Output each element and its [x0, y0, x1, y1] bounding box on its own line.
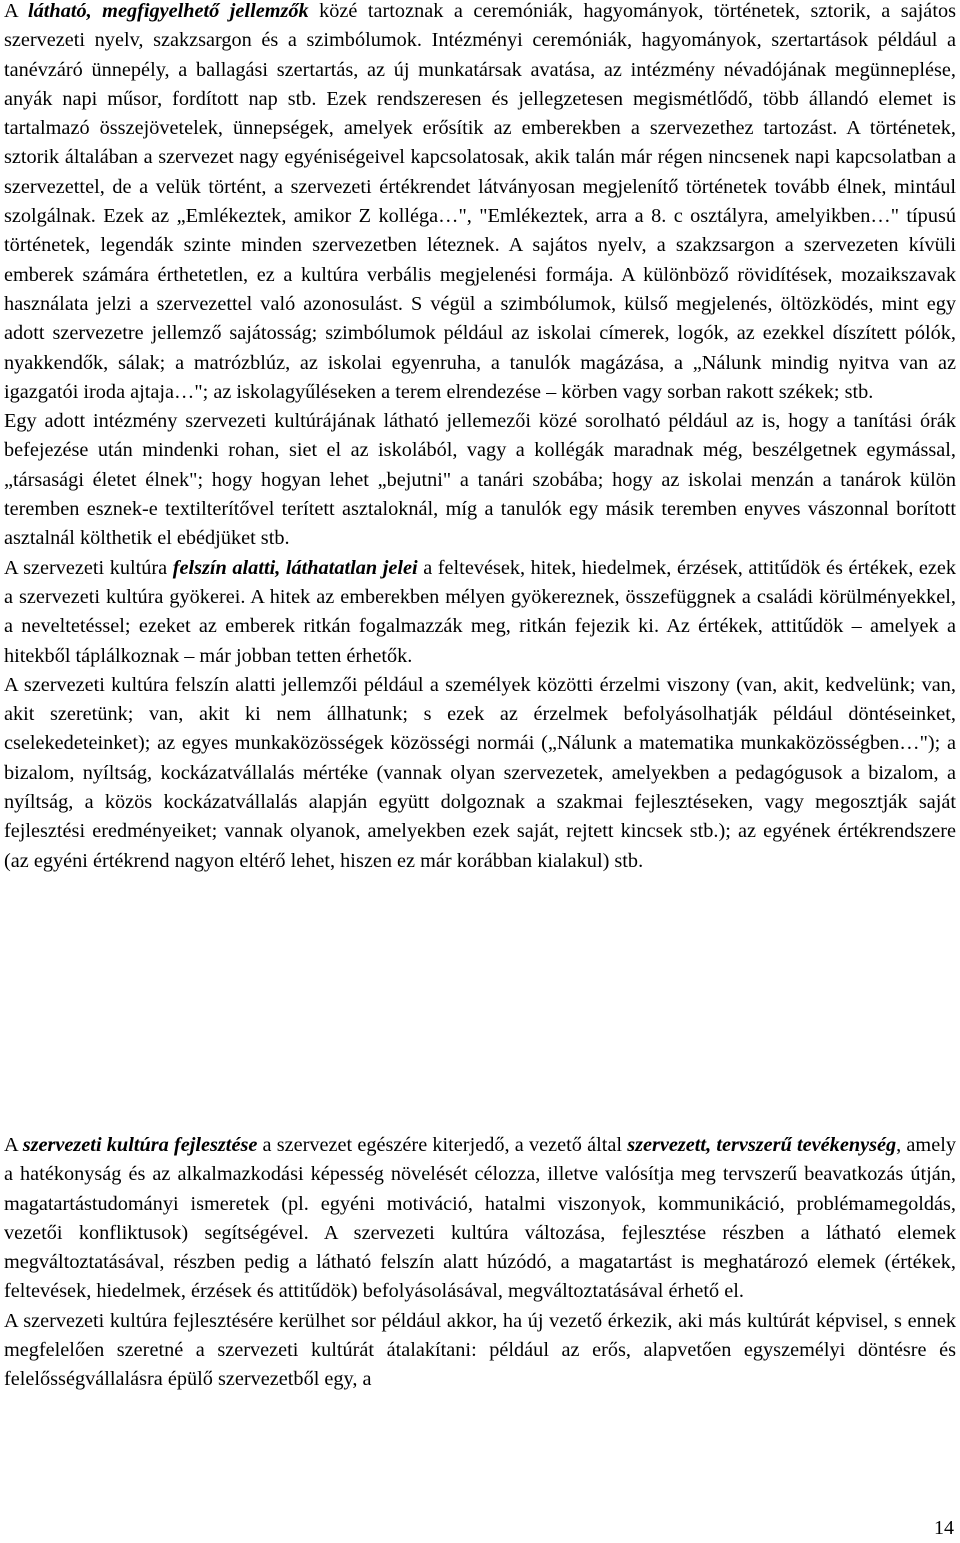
emphasized-term-planned-activity: szervezett, tervszerű tevékenység: [627, 1134, 897, 1156]
paragraph-lead: A szervezeti kultúra: [4, 556, 173, 579]
page-number: 14: [934, 1517, 954, 1539]
emphasized-term-visible-characteristics: látható, megfigyelhető jellemzők: [28, 0, 309, 22]
paragraph-body: , amely a hatékonyság és az alkalmazkodási képesség növelését célozza, illetve valósítja meg tervszerű beavatkozás útján, magatartástudományi ismeretek (pl. egyéni motiváció, hatalmi viszonyok, kommunikáció, problémamegoldás, vezetői konfliktusok) segítségével. A szervezeti kultúra változása, fejlesztése részben a látható elemek megváltoztatásával, részben pedig a látható felszín alatt húzódó, a magatartást is meghatározó elemek (értékek, feltevések, hiedelmek, érzések és attitűdök) befolyásolásával, megváltoztatásával érhető el.: [4, 1134, 956, 1303]
paragraph-development-example: A szervezeti kultúra fejlesztésére kerülhet sor például akkor, ha új vezető érkezik, aki más kultúrát képvisel, s ennek megfelelően szeretné a szervezeti kultúrát átalakítani: például az erős, alapvetően egyszemélyi döntésre és felelősségvállalásra épülő szervezetből egy, a: [4, 1309, 956, 1391]
paragraph-lead: A: [4, 1134, 23, 1156]
text-section-visible-and-hidden-culture: [4, 0, 956, 876]
paragraph-visible-characteristics: [4, 0, 956, 407]
emphasized-term-culture-development: szervezeti kultúra fejlesztése: [22, 1134, 258, 1156]
paragraph-middle: a szervezet egészére kiterjedő, a vezető által: [257, 1134, 628, 1156]
emphasized-term-hidden-signs: felszín alatti, láthatatlan jelei: [172, 556, 418, 579]
paragraph-body: a feltevések, hitek, hiedelmek, érzések, attitűdök és értékek, ezek a szervezeti kultúra gyökerei. A hitek az emberekben mélyen gyökereznek, összefüggnek a családi körülményekkel, a neveltetéssel; ezeket az emberek ritkán fogalmazzák meg, ritkán fejezik ki. Az értékek, attitűdök – amelyek a hitekből táplálkoznak – már jobban tetten érhetők.: [4, 556, 956, 667]
paragraph-visible-examples: Egy adott intézmény szervezeti kultúrájának látható jellemezői közé sorolható például az is, hogy a tanítási órák befejezése után mindenki rohan, siet el az iskolából, vagy a kollégák maradnak még, beszélgetnek egymással, „társasági életet élnek"; hogy hogyan lehet „bejutni" a tanári szobába; hogy az iskolai menzán a tanárok külön teremben esznek-e textilterítővel terített asztaloknál, míg a tanulók egy másik teremben enyves vászonnal borított asztalnál költhetik el ebédjüket stb.: [4, 410, 956, 550]
paragraph-lead: A: [4, 0, 29, 22]
paragraph-hidden-signs: [4, 554, 956, 671]
text-section-culture-development: [4, 1131, 956, 1395]
paragraph-hidden-examples: A szervezeti kultúra felszín alatti jellemzői például a személyek közötti érzelmi viszony (van, akit, kedvelünk; van, akit szeretünk; van, akit ki nem állhatunk; s ezek az érzelmek befolyásolhatják például döntéseinket, cselekedeteinket); az egyes munkaközösségek közösségi normái („Nálunk a matematika munkaközösségben…"); a bizalom, nyíltság, kockázatvállalás mértéke (vannak olyan szervezetek, amelyekben a pedagógusok a bizalom, a nyíltság, a közös kockázatvállalás alapján együtt dolgoznak a szakmai fejlesztéseken, vagy megosztják saját fejlesztési eredményeiket; vannak olyanok, amelyekben ezek saját, rejtett kincsek stb.); az egyének értékrendszere (az egyéni értékrend nagyon eltérő lehet, hiszen ez már korábban kialakul) stb.: [4, 673, 956, 872]
paragraph-body: közé tartoznak a ceremóniák, hagyományok, történetek, sztorik, a sajátos szervezeti nyelv, szakzsargon és a szimbólumok. Intézményi ceremóniák, hagyományok, szertartások például a tanévzáró ünnepély, a ballagási szertartás, az új munkatársak avatása, az intézmény névadójának megünneplése, anyák napi műsor, fordított nap stb. Ezek rendszeresen és jellegzetesen megismétlődő, több állandó elemet is tartalmazó összejövetelek, ünnepségek, amelyek erősítik az emberekben a szervezethez tartozást. A történetek, sztorik általában a szervezet nagy egyéniségeivel kapcsolatosak, akik talán már régen nincsenek napi kapcsolatban a szervezettel, de a velük történt, a szervezeti értékrendet látványosan megjelenítő történetek tovább élnek, mintául szolgálnak. Ezek az „Emlékeztek, amikor Z kolléga…", "Emlékeztek, arra a 8. c osztályra, amelyikben…" típusú történetek, legendák szinte minden szervezetben léteznek. A sajátos nyelv, a szakzsargon a szervezeten kívüli emberek számára érthetetlen, ez a kultúra verbális megjelenési formája. A különböző rövidítések, mozaikszavak használata jelzi a szervezettel való azonosulást. S végül a szimbólumok, külső megjelenés, öltözködés, mint egy adott szervezetre jellemző sajátosság; szimbólumok például az iskolai címerek, logók, az ezekkel díszített pólók, nyakkendők, sálak; a matrózblúz, az iskolai egyenruha, a tanulók magázása, a „Nálunk mindig nyitva van az igazgatói iroda ajtaja…"; az iskolagyűléseken a terem elrendezése – körben vagy sorban rakott székek; stb.: [4, 0, 956, 403]
paragraph-culture-development: [4, 1131, 956, 1307]
